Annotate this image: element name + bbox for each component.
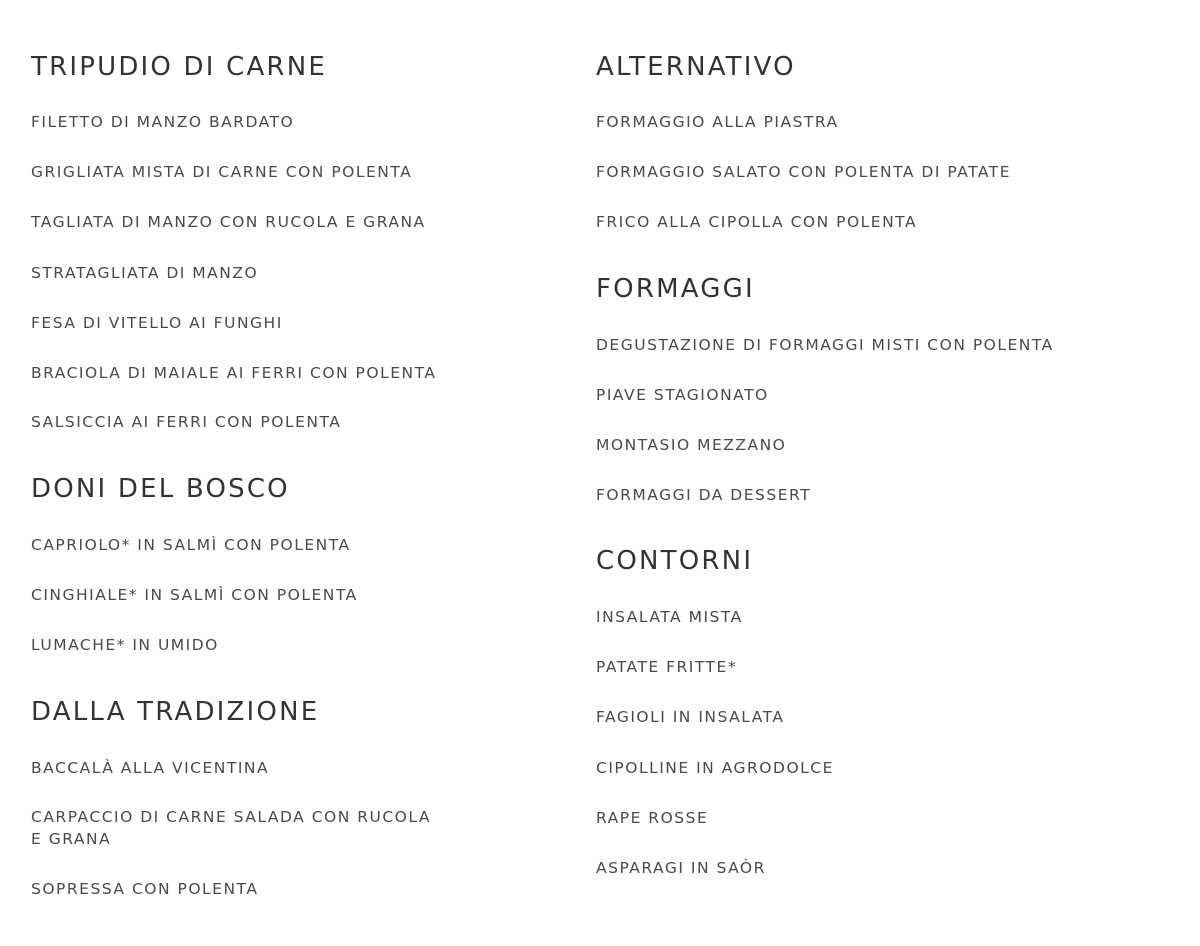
menu-item: CINGHIALE* IN SALMÌ CON POLENTA bbox=[31, 586, 358, 604]
menu-item: FILETTO DI MANZO BARDATO bbox=[31, 113, 295, 131]
menu-item: BACCALÀ ALLA VICENTINA bbox=[31, 759, 270, 777]
menu-item: RAPE ROSSE bbox=[596, 809, 709, 827]
menu-item: FESA DI VITELLO AI FUNGHI bbox=[31, 314, 283, 332]
menu-item: FRICO ALLA CIPOLLA CON POLENTA bbox=[596, 213, 918, 231]
menu-item: MONTASIO MEZZANO bbox=[596, 436, 787, 454]
menu-item: CAPRIOLO* IN SALMÌ CON POLENTA bbox=[31, 536, 351, 554]
section-title-doni-del-bosco: DONI DEL BOSCO bbox=[31, 474, 290, 504]
menu-item: FORMAGGI DA DESSERT bbox=[596, 486, 812, 504]
section-title-alternativo: ALTERNATIVO bbox=[596, 52, 796, 82]
menu-item: CIPOLLINE IN AGRODOLCE bbox=[596, 759, 834, 777]
menu-item: BRACIOLA DI MAIALE AI FERRI CON POLENTA bbox=[31, 364, 437, 382]
menu-item: TAGLIATA DI MANZO CON RUCOLA E GRANA bbox=[31, 213, 426, 231]
menu-item: STRATAGLIATA DI MANZO bbox=[31, 264, 259, 282]
section-title-dalla-tradizione: DALLA TRADIZIONE bbox=[31, 697, 320, 727]
menu-item: CARPACCIO DI CARNE SALADA CON RUCOLA E GRANA bbox=[31, 808, 431, 848]
menu-item: DEGUSTAZIONE DI FORMAGGI MISTI CON POLENTA bbox=[596, 336, 1054, 354]
menu-item: INSALATA MISTA bbox=[596, 608, 743, 626]
menu-item: SALSICCIA AI FERRI CON POLENTA bbox=[31, 413, 342, 431]
menu-item: PATATE FRITTE* bbox=[596, 658, 738, 676]
menu-item: LUMACHE* IN UMIDO bbox=[31, 636, 219, 654]
menu-item: PIAVE STAGIONATO bbox=[596, 386, 769, 404]
section-title-tripudio-di-carne: TRIPUDIO DI CARNE bbox=[31, 52, 327, 82]
section-title-formaggi: FORMAGGI bbox=[596, 274, 755, 304]
menu-item: FORMAGGIO SALATO CON POLENTA DI PATATE bbox=[596, 163, 1012, 181]
menu-item: SOPRESSA CON POLENTA bbox=[31, 880, 259, 898]
section-title-contorni: CONTORNI bbox=[596, 546, 754, 576]
menu-item: FAGIOLI IN INSALATA bbox=[596, 708, 785, 726]
menu-item: FORMAGGIO ALLA PIASTRA bbox=[596, 113, 839, 131]
menu-item: ASPARAGI IN SAÒR bbox=[596, 859, 766, 877]
menu-item: GRIGLIATA MISTA DI CARNE CON POLENTA bbox=[31, 163, 413, 181]
